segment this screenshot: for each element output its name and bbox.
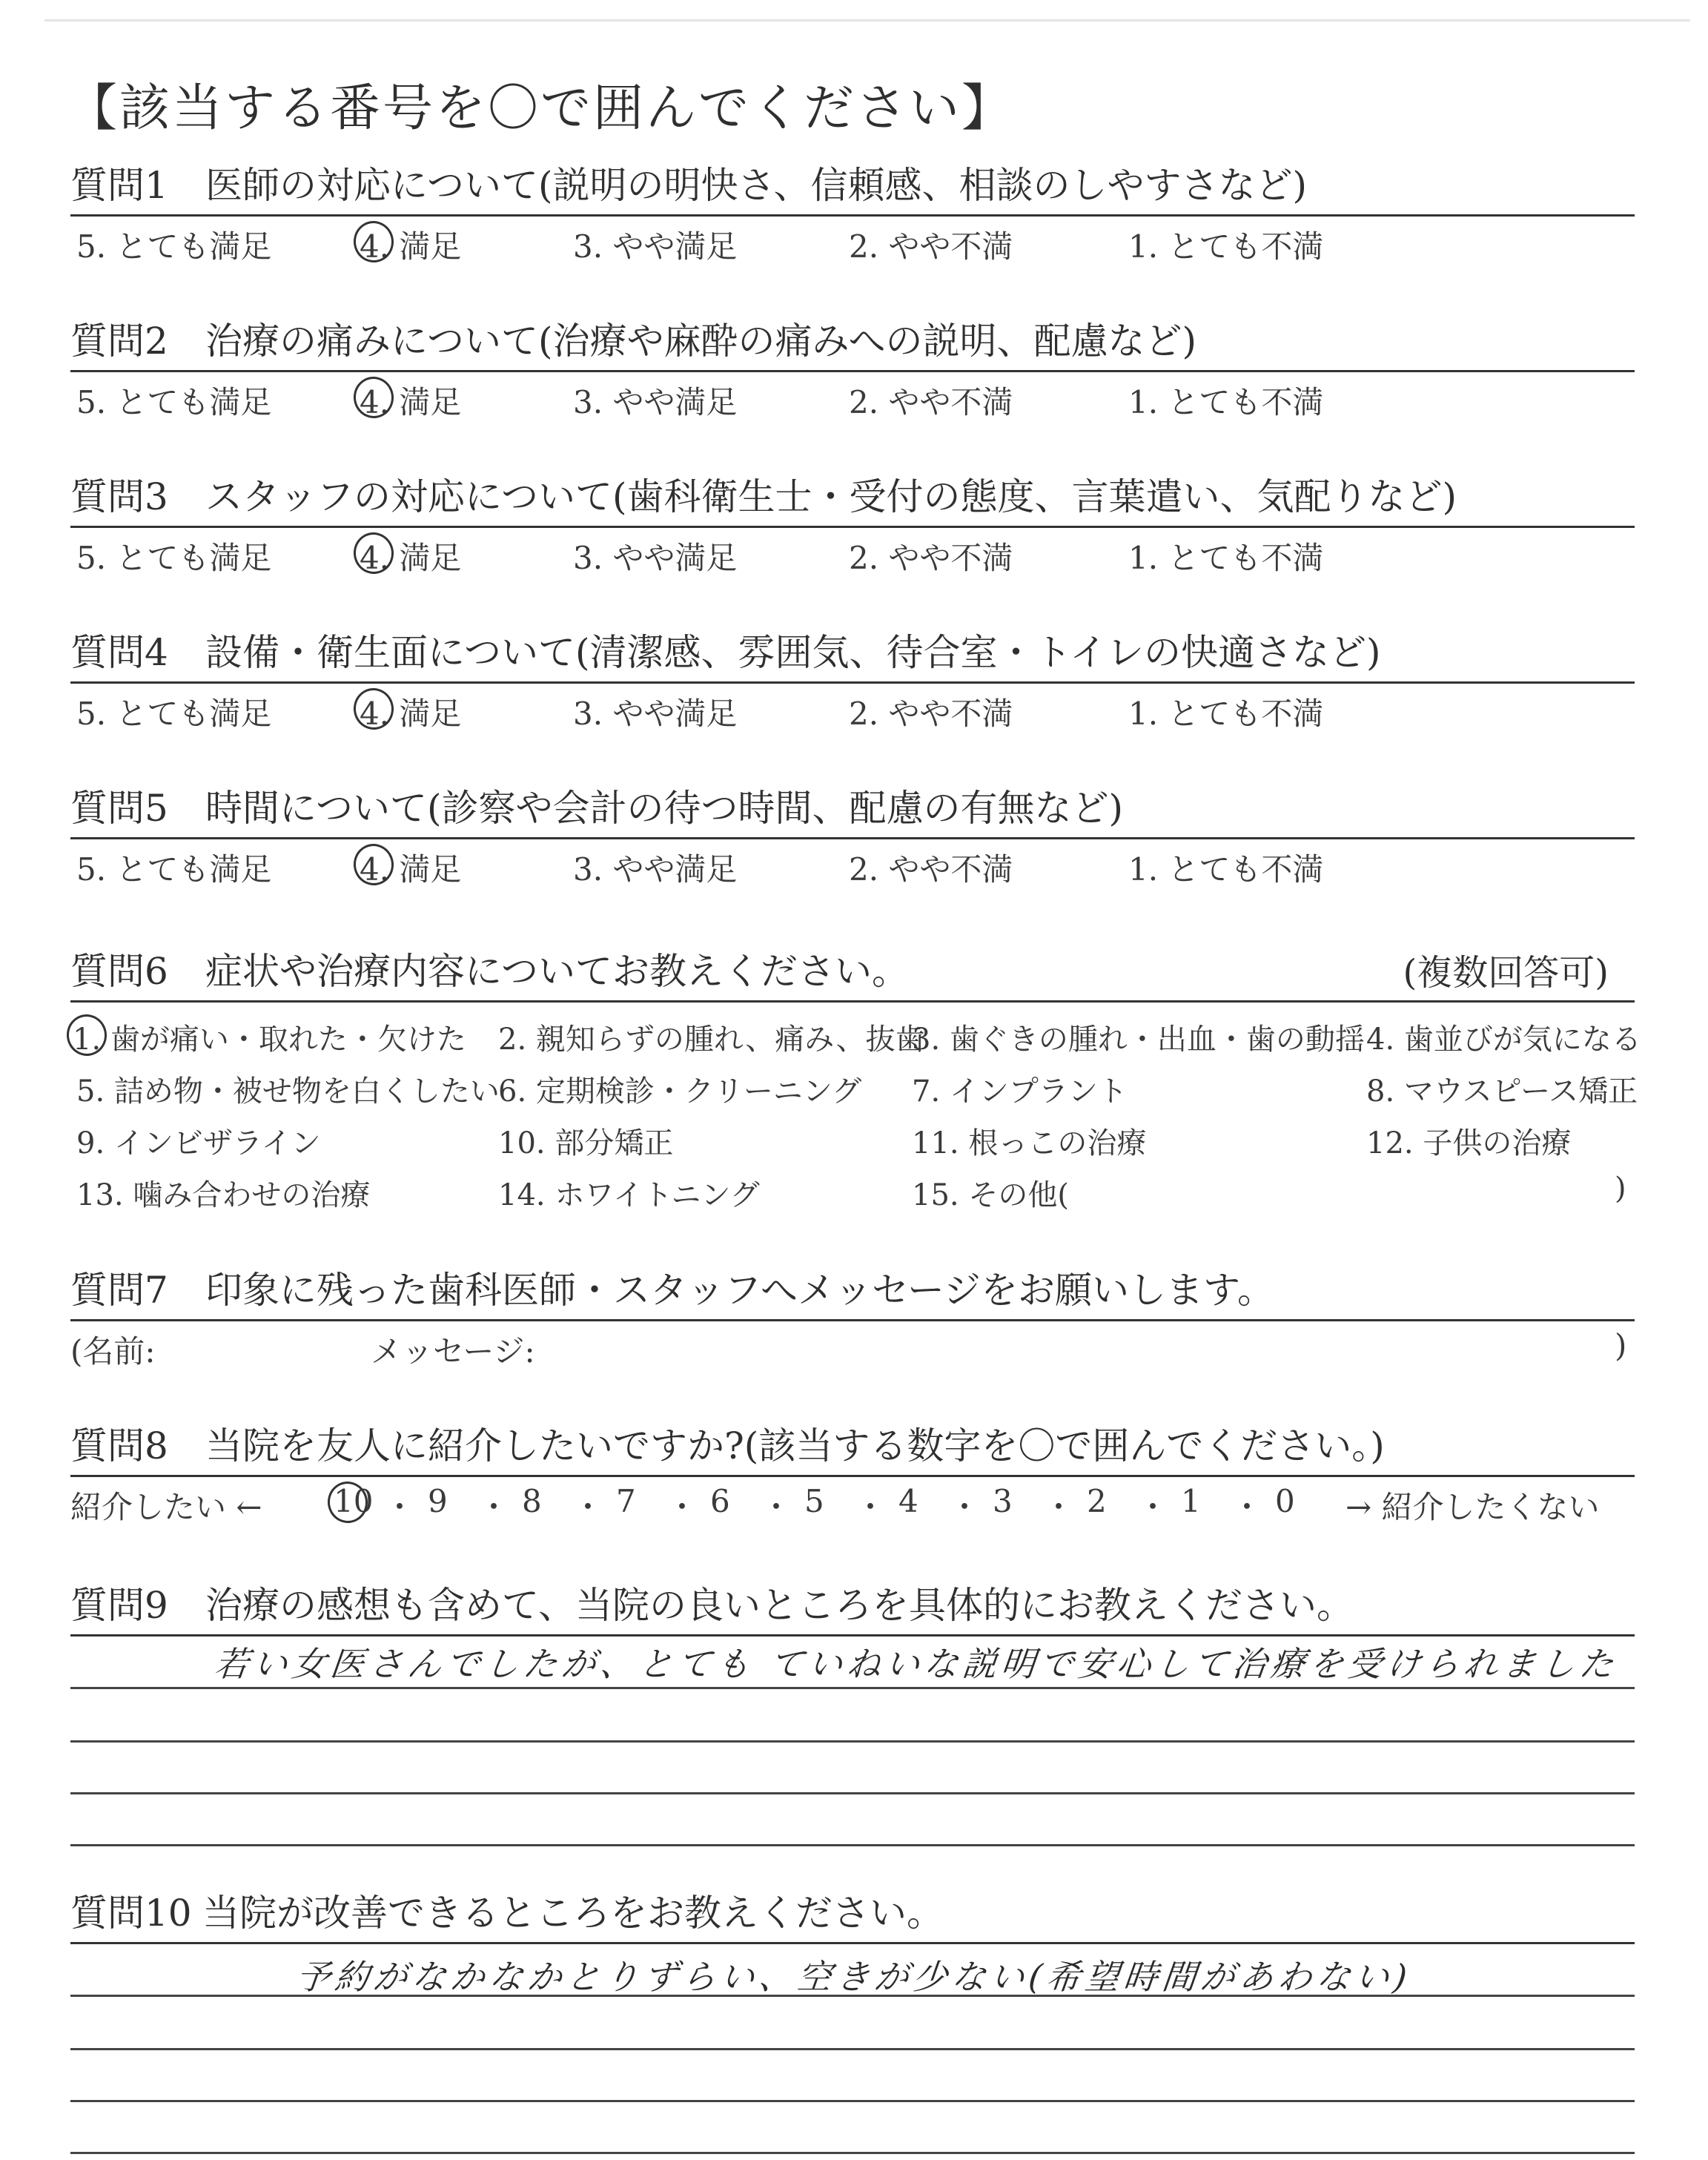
other-close-paren: ) [1615,1172,1626,1206]
symptom-option[interactable]: 2. 親知らずの腫れ、痛み、抜歯 [498,1023,925,1057]
question-label: 質問9 [70,1584,168,1627]
scale-separator: ・ [1043,1489,1075,1525]
answer-line [70,1740,1635,1743]
answer-line [70,1792,1635,1794]
symptom-option[interactable]: 3. 歯ぐきの腫れ・出血・歯の動揺 [912,1023,1365,1057]
top-divider [44,19,1690,22]
scale-separator: ・ [1231,1489,1263,1525]
question-label: 質問8 [70,1424,168,1467]
symptom-option[interactable]: 6. 定期検診・クリーニング [498,1074,862,1109]
question-label: 質問10 [70,1892,192,1935]
page-title: 【該当する番号を〇で囲んでください】 [67,79,1015,138]
satisfaction-option[interactable]: 1. とても不満 [1128,228,1324,265]
recommend-score[interactable]: 1 [1181,1483,1201,1519]
recommend-score[interactable]: 0 [1275,1483,1295,1519]
question-label: 質問3 [70,475,168,518]
satisfaction-option[interactable]: 3. やや満足 [573,228,738,265]
question-divider [70,1475,1635,1477]
satisfaction-option[interactable]: 3. やや満足 [573,540,738,576]
symptom-option[interactable]: 9. インビザライン [76,1126,321,1160]
scale-separator: ・ [478,1489,510,1525]
recommend-score[interactable]: 7 [616,1483,636,1519]
selected-mark: 4. 満足 [360,845,461,890]
satisfaction-option[interactable] [360,845,461,890]
symptom-option[interactable]: 13. 噛み合わせの治療 [76,1178,371,1212]
question-label: 質問1 [70,164,168,207]
satisfaction-option[interactable]: 5. とても満足 [76,228,272,265]
recommend-score[interactable]: 3 [993,1483,1013,1519]
satisfaction-option[interactable] [360,690,461,734]
question-divider [70,1000,1635,1003]
satisfaction-option[interactable]: 1. とても不満 [1128,851,1324,888]
recommend-score[interactable]: 8 [522,1483,542,1519]
satisfaction-option[interactable]: 2. やや不満 [849,851,1013,888]
symptom-option[interactable]: 11. 根っこの治療 [912,1126,1147,1160]
satisfaction-options [0,222,1708,274]
multiple-answers-note: (複数回答可) [1403,952,1609,994]
question-divider [70,1319,1635,1321]
question-divider [70,214,1635,217]
name-field-label: (名前: [70,1333,156,1370]
symptom-option[interactable]: 14. ホワイトニング [498,1178,760,1212]
recommend-score[interactable]: 2 [1087,1483,1107,1519]
scale-separator: ・ [384,1489,416,1525]
selected-mark: 4. 満足 [360,222,461,267]
symptom-option[interactable]: 4. 歯並びが気になる [1366,1023,1641,1057]
question-text: 当院が改善できるところをお教えください。 [202,1892,944,1935]
satisfaction-option[interactable]: 3. やや満足 [573,851,738,888]
satisfaction-option[interactable]: 2. やや不満 [849,540,1013,576]
selected-mark: 4. 満足 [360,690,461,734]
recommend-score[interactable] [334,1483,373,1519]
question-divider [70,1634,1635,1636]
answer-line [70,1844,1635,1846]
satisfaction-option[interactable]: 1. とても不満 [1128,696,1324,732]
satisfaction-option[interactable] [360,222,461,267]
satisfaction-option[interactable] [360,378,461,423]
question-text: 医師の対応について(説明の明快さ、信頼感、相談のしやすさなど) [205,164,1308,207]
recommend-score[interactable]: 4 [898,1483,918,1519]
satisfaction-options [0,690,1708,742]
satisfaction-option[interactable]: 2. やや不満 [849,384,1013,420]
selected-mark: 10 [334,1483,374,1519]
recommend-score[interactable]: 5 [804,1483,824,1519]
satisfaction-option[interactable]: 1. とても不満 [1128,540,1324,576]
satisfaction-option[interactable]: 5. とても満足 [76,851,272,888]
question-divider [70,837,1635,839]
selected-mark: 4. 満足 [360,534,461,578]
symptom-option[interactable]: 12. 子供の治療 [1366,1126,1572,1160]
answer-line [70,2152,1635,2154]
satisfaction-option[interactable]: 2. やや不満 [849,228,1013,265]
satisfaction-option[interactable]: 5. とても満足 [76,540,272,576]
satisfaction-options [0,534,1708,586]
scale-separator: ・ [666,1489,698,1525]
scale-separator: ・ [855,1489,887,1525]
question-divider [70,1942,1635,1944]
question-label: 質問7 [70,1269,168,1312]
scale-separator: ・ [1137,1489,1169,1525]
question-text: 当院を友人に紹介したいですか?(該当する数字を〇で囲んでください。) [205,1424,1385,1467]
selected-mark: 1. 歯が痛い・取れた・欠けた [73,1016,466,1058]
question-text: 時間について(診察や会計の待つ時間、配慮の有無など) [205,787,1124,830]
symptom-option[interactable]: 7. インプラント [912,1074,1128,1109]
message-field-label: メッセージ: [371,1333,535,1370]
selected-mark: 4. 満足 [360,378,461,423]
recommend-score[interactable]: 6 [710,1483,730,1519]
question-text: 設備・衛生面について(清潔感、雰囲気、待合室・トイレの快適さなど) [205,631,1381,674]
scale-separator: ・ [761,1489,792,1525]
question-text: 治療の痛みについて(治療や麻酔の痛みへの説明、配慮など) [205,320,1197,363]
recommend-label: 紹介したい ← [70,1489,262,1525]
scale-separator: ・ [572,1489,604,1525]
question-divider [70,526,1635,528]
satisfaction-option[interactable] [360,534,461,578]
satisfaction-option[interactable]: 5. とても満足 [76,696,272,732]
not-recommend-label: → 紹介したくない [1345,1489,1600,1525]
question-label: 質問6 [70,950,168,993]
answer-line [70,1687,1635,1689]
answer-line [70,2100,1635,2102]
satisfaction-options [0,378,1708,430]
satisfaction-option[interactable]: 3. やや満足 [573,696,738,732]
question-divider [70,370,1635,372]
question-text: スタッフの対応について(歯科衛生士・受付の態度、言葉遣い、気配りなど) [205,475,1457,518]
question-label: 質問5 [70,787,168,830]
symptom-option[interactable]: 15. その他( [912,1178,1069,1212]
satisfaction-option[interactable]: 2. やや不満 [849,696,1013,732]
answer-line [70,2048,1635,2050]
question-text: 治療の感想も含めて、当院の良いところを具体的にお教えください。 [205,1584,1354,1627]
satisfaction-option[interactable]: 1. とても不満 [1128,384,1324,420]
symptom-option[interactable]: 10. 部分矯正 [498,1126,674,1160]
recommend-score[interactable]: 9 [428,1483,448,1519]
symptom-option[interactable] [73,1016,466,1058]
scale-separator: ・ [949,1489,981,1525]
satisfaction-option[interactable]: 3. やや満足 [573,384,738,420]
message-close-paren: ) [1615,1327,1627,1364]
symptom-option[interactable]: 8. マウスピース矯正 [1366,1074,1638,1109]
question-text: 症状や治療内容についてお教えください。 [205,950,909,993]
symptom-option[interactable]: 5. 詰め物・被せ物を白くしたい [76,1074,500,1109]
satisfaction-options [0,845,1708,897]
question-label: 質問2 [70,320,168,363]
question-divider [70,681,1635,684]
question-label: 質問4 [70,631,168,674]
question-text: 印象に残った歯科医師・スタッフへメッセージをお願いします。 [205,1269,1274,1312]
handwritten-answer: 予約がなかなかとりずらい、空きが少ない(希望時間があわない) [294,1957,1414,1997]
satisfaction-option[interactable]: 5. とても満足 [76,384,272,420]
handwritten-answer: 若い女医さんでしたが、とても ていねいな説明で安心して治療を受けられました [212,1644,1621,1684]
